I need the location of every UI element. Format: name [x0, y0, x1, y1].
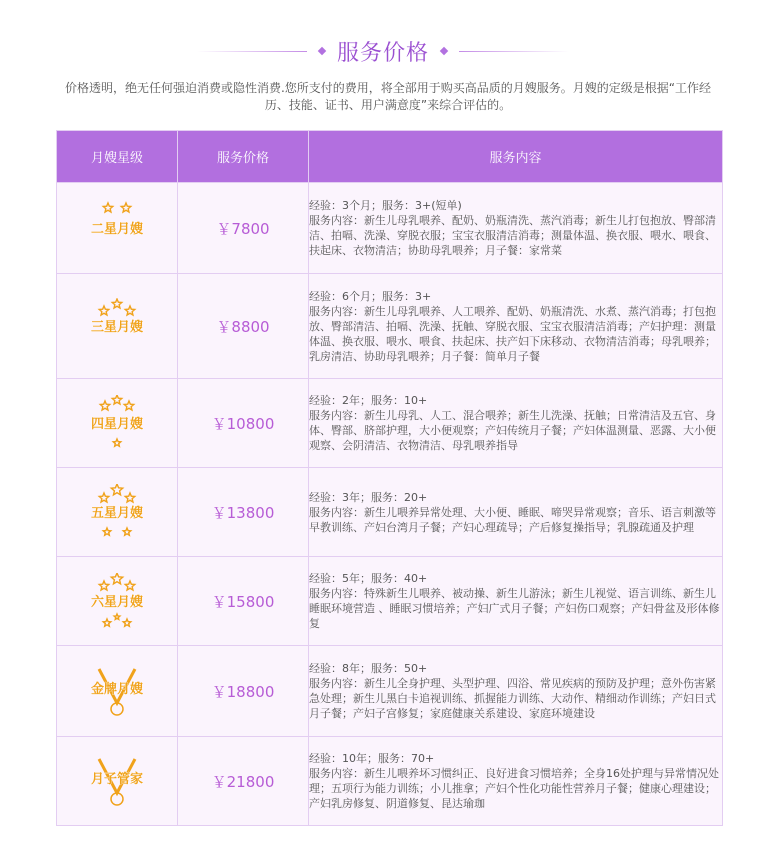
experience-text: 经验：3个月；服务：3+(短单)	[309, 199, 462, 212]
level-cell	[57, 468, 178, 557]
table-row	[57, 468, 723, 557]
five-star-badge-icon	[87, 484, 147, 540]
content-cell	[309, 183, 723, 274]
star-icon	[111, 484, 122, 495]
header-level: 月嫂星级	[57, 131, 178, 183]
diamond-icon	[318, 47, 326, 55]
star-icon	[121, 203, 131, 212]
content-cell	[309, 379, 723, 468]
star-icon	[99, 306, 109, 315]
level-cell	[57, 183, 178, 274]
gold-medal-badge-icon	[87, 663, 147, 719]
header-price: 服务价格	[178, 131, 309, 183]
three-star-badge-icon	[87, 298, 147, 354]
star-icon	[112, 299, 122, 308]
level-cell	[57, 737, 178, 826]
table-row	[57, 557, 723, 646]
star-icon	[125, 581, 135, 590]
content-cell	[309, 557, 723, 646]
level-name: 二星月嫂	[90, 222, 144, 237]
content-cell	[309, 646, 723, 737]
star-icon	[111, 573, 122, 584]
service-content-text: 服务内容：新生儿全身护理、头型护理、四浴、常见疾病的预防及护理；意外伤害紧急处理；新生儿黑白卡追视训练、抓握能力训练、大动作、精细动作训练；产妇日式月子餐；产妇子宫修复；家庭健康关系建设、家庭环境建设	[309, 677, 716, 720]
star-icon	[99, 493, 109, 502]
two-star-badge-icon	[87, 200, 147, 256]
price-table	[56, 130, 723, 826]
star-icon	[123, 528, 131, 535]
star-icon	[124, 401, 134, 410]
content-cell	[309, 737, 723, 826]
level-cell	[57, 274, 178, 379]
service-content-text: 服务内容：新生儿母乳喂养、配奶、奶瓶清洗、蒸汽消毒；新生儿打包抱放、臀部清洁、拍嗝、洗澡、穿脱衣服；宝宝衣服清洁消毒；测量体温、换衣服、喂水、喂食、扶起床、衣物清洁；协助母乳喂养；月子餐：家常菜	[309, 214, 716, 257]
star-icon	[100, 401, 110, 410]
star-icon	[112, 395, 122, 404]
six-star-badge-icon	[87, 573, 147, 629]
star-icon	[125, 493, 135, 502]
content-cell	[309, 274, 723, 379]
section-header	[0, 36, 766, 66]
title-divider-right	[459, 51, 569, 52]
service-content-text: 服务内容：新生儿喂养坏习惯纠正、良好进食习惯培养；全身16处护理与异常情况处理；五项行为能力训练；小儿推拿；产妇个性化功能性营养月子餐；健康心理建设；产妇乳房修复、阴道修复、昆达瑜珈	[309, 767, 719, 810]
four-star-badge-icon	[87, 395, 147, 451]
price-cell: ￥10800	[178, 379, 309, 468]
table-row	[57, 274, 723, 379]
price-cell: ￥13800	[178, 468, 309, 557]
service-content-text: 服务内容：新生儿母乳喂养、人工喂养、配奶、奶瓶清洗、水煮、蒸汽消毒；打包抱放、臀部清洁、拍嗝、洗澡、抚触、穿脱衣服、宝宝衣服清洁消毒；产妇护理：测量体温、换衣服、喂水、喂食、扶起床、扶产妇下床移动、衣物清洁消毒；母乳喂养；乳房清洁、协助母乳喂养；月子餐：简单月子餐	[309, 304, 716, 363]
experience-text: 经验：8年；服务：50+	[309, 662, 428, 675]
service-content-text: 服务内容：特殊新生儿喂养、被动操、新生儿游泳；新生儿视觉、语言训练、新生儿睡眠环境营造 、睡眠习惯培养；产妇广式月子餐；产妇伤口观察；产妇骨盆及形体修复	[309, 587, 720, 630]
table-row	[57, 379, 723, 468]
level-cell	[57, 557, 178, 646]
content-cell	[309, 468, 723, 557]
star-icon	[103, 528, 111, 535]
star-icon	[99, 581, 109, 590]
intro-text: 价格透明，绝无任何强迫消费或隐性消费.您所支付的费用，将全部用于购买高品质的月嫂服务。月嫂的定级是根据“工作经历、技能、证书、用户满意度”来综合评估的。	[64, 81, 712, 112]
star-icon	[125, 306, 135, 315]
star-icon	[113, 439, 121, 446]
title-divider-left	[197, 51, 307, 52]
experience-text: 经验：2年；服务：10+	[309, 394, 428, 407]
experience-text: 经验：10年；服务：70+	[309, 752, 435, 765]
table-row	[57, 646, 723, 737]
level-name: 金牌月嫂	[90, 682, 144, 697]
level-name: 三星月嫂	[90, 320, 144, 335]
level-name: 五星月嫂	[90, 506, 144, 521]
level-name: 月子管家	[90, 772, 144, 787]
level-name: 四星月嫂	[90, 417, 144, 432]
header-content: 服务内容	[309, 131, 723, 183]
star-icon	[114, 614, 120, 619]
service-content-text: 服务内容：新生儿母乳、人工、混合喂养；新生儿洗澡、抚触；日常清洁及五官、身体、臀部、脐部护理，大小便观察；产妇传统月子餐；产妇体温测量、恶露、大小便观察、会阴清洁、衣物清洁、母乳喂养指导	[309, 409, 716, 452]
section-title: 服务价格	[336, 40, 429, 66]
diamond-icon	[440, 47, 448, 55]
service-content-text: 服务内容：新生儿喂养异常处理、大小便、睡眠、啼哭异常观察；音乐、语言刺激等早教训练、产妇台湾月子餐；产妇心理疏导；产后修复操指导；乳腺疏通及护理	[309, 505, 716, 534]
star-icon	[103, 619, 111, 626]
price-cell: ￥8800	[178, 274, 309, 379]
experience-text: 经验：3年；服务：20+	[309, 490, 428, 504]
price-cell: ￥15800	[178, 557, 309, 646]
price-cell: ￥18800	[178, 646, 309, 737]
level-cell	[57, 646, 178, 737]
price-cell: ￥21800	[178, 737, 309, 826]
price-cell: ￥7800	[178, 183, 309, 274]
level-name: 六星月嫂	[90, 595, 144, 610]
star-icon	[103, 203, 113, 212]
star-icon	[123, 619, 131, 626]
level-cell	[57, 379, 178, 468]
experience-text: 经验：6个月；服务：3+	[309, 289, 432, 303]
table-row	[57, 183, 723, 274]
butler-medal-badge-icon	[87, 753, 147, 809]
table-header-row	[57, 131, 723, 183]
table-row	[57, 737, 723, 826]
experience-text: 经验：5年；服务：40+	[309, 572, 428, 585]
